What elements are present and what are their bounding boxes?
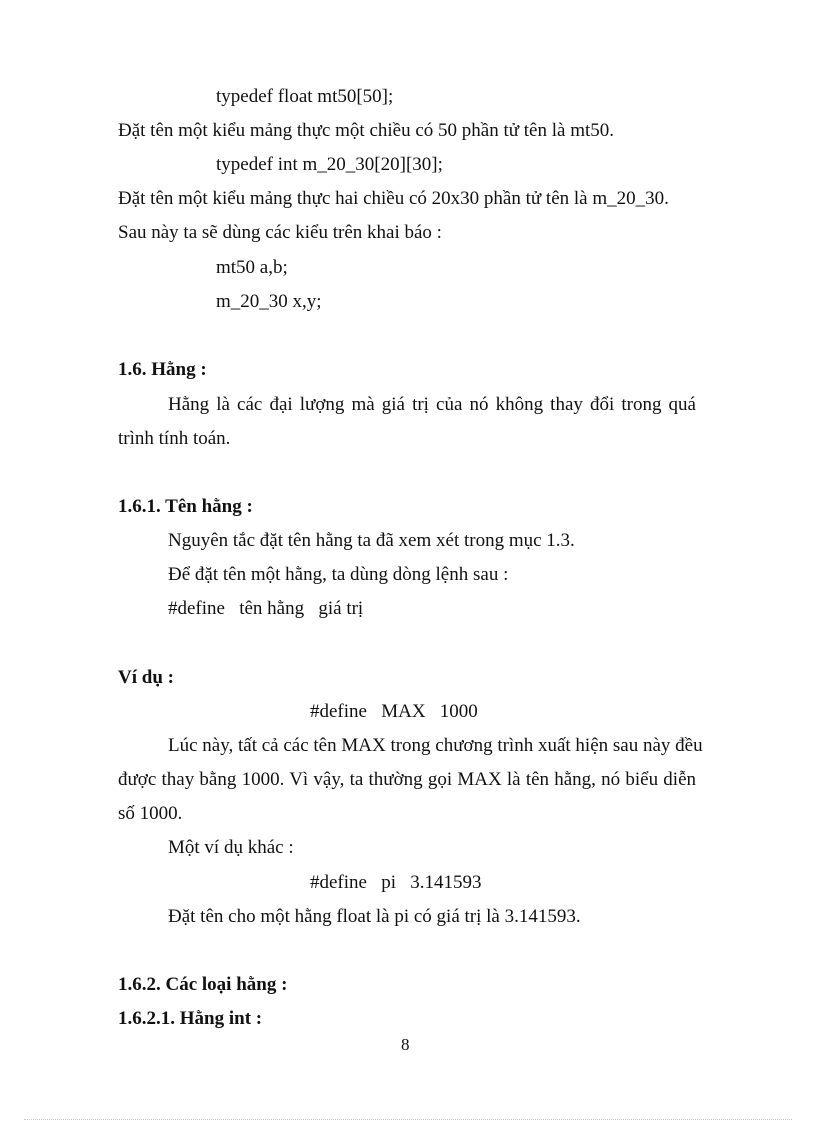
- code-typedef-mt50: typedef float mt50[50];: [216, 86, 394, 107]
- page-bottom-divider: [24, 1119, 792, 1120]
- text-line: Đặt tên một kiểu mảng thực một chiều có 50 phần tử tên là mt50.: [118, 120, 615, 141]
- paragraph-line: trình tính toán.: [118, 428, 231, 449]
- code-line: #define tên hằng giá trị: [168, 598, 364, 619]
- text-line: Đặt tên một kiểu mảng thực hai chiều có 20x30 phần tử tên là m_20_30.: [118, 188, 669, 209]
- section-heading: 1.6. Hằng :: [118, 359, 207, 380]
- code-define-max: #define MAX 1000: [310, 701, 478, 722]
- paragraph-line: được thay bằng 1000. Vì vậy, ta thường gọi MAX là tên hằng, nó biểu diễn: [118, 769, 696, 790]
- page-number: 8: [401, 1035, 410, 1054]
- text-line: Một ví dụ khác :: [168, 837, 294, 858]
- paragraph-line: số 1000.: [118, 803, 183, 824]
- text-line: Sau này ta sẽ dùng các kiểu trên khai báo :: [118, 222, 442, 243]
- text-line: Nguyên tắc đặt tên hằng ta đã xem xét trong mục 1.3.: [168, 530, 575, 551]
- subsection-heading: 1.6.1. Tên hằng :: [118, 496, 253, 517]
- text-line: Đặt tên cho một hằng float là pi có giá trị là 3.141593.: [168, 906, 581, 927]
- code-typedef-m2030: typedef int m_20_30[20][30];: [216, 154, 443, 175]
- code-define-pi: #define pi 3.141593: [310, 872, 482, 893]
- subsubsection-heading: 1.6.2.1. Hằng int :: [118, 1008, 263, 1029]
- text-line: Để đặt tên một hằng, ta dùng dòng lệnh sau :: [168, 564, 509, 585]
- example-label: Ví dụ :: [118, 667, 174, 688]
- paragraph-line: Lúc này, tất cả các tên MAX trong chương trình xuất hiện sau này đều: [168, 735, 703, 756]
- code-line: mt50 a,b;: [216, 257, 288, 278]
- paragraph-line: Hằng là các đại lượng mà giá trị của nó không thay đổi trong quá: [168, 394, 696, 415]
- code-line: m_20_30 x,y;: [216, 291, 322, 312]
- subsection-heading: 1.6.2. Các loại hằng :: [118, 974, 288, 995]
